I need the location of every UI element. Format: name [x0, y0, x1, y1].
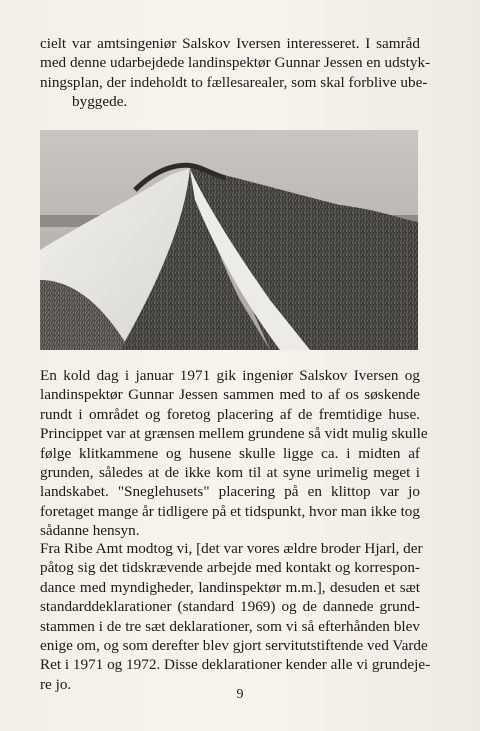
- page-number: 9: [236, 687, 244, 702]
- text-line: En kold dag i januar 1971 gik ingeniør Salskov Iversen og: [40, 367, 420, 384]
- text-line: byggede.: [72, 93, 128, 111]
- dune-photograph: [40, 130, 418, 350]
- text-line: følge klitkammene og husene skulle ligge ca. i midten af: [40, 444, 420, 462]
- text-line: landskabet. "Sneglehusets" placering på en klittop var jo: [40, 483, 420, 501]
- text-line: foretaget mange år tidligere på et tidspunkt, hvor man ikke tog: [40, 502, 420, 520]
- text-line: re jo.: [40, 675, 72, 693]
- text-line: dance med myndigheder, landinspektør m.m.], desuden et sæt: [40, 578, 420, 596]
- text-line: landinspektør Gunnar Jessen sammen med to af os søskende: [40, 386, 420, 404]
- text-line: Ret i 1971 og 1972. Disse deklarationer kender alle vi grundeje-: [40, 656, 431, 674]
- text-line: standarddeklarationer (standard 1969) og de dannede grund-: [40, 598, 420, 616]
- paragraph-placement: [40, 366, 428, 541]
- paragraph-declarations: [40, 539, 431, 694]
- text-line: Princippet var at grænsen mellem grundene så vidt mulig skulle: [40, 425, 428, 443]
- text-line: enige om, og som derefter blev gjort servitutstiftende ved Varde: [40, 637, 428, 655]
- text-line: stammen i de tre sæt deklarationer, som vi så efterhånden blev: [40, 617, 420, 635]
- text-line: cielt var amtsingeniør Salskov Iversen interesseret. I samråd: [40, 35, 420, 52]
- text-line: grunden, således at de ikke kom til at syne urimelig meget i: [40, 464, 420, 482]
- text-line: ningsplan, der indeholdt to fællesarealer, som skal forblive ube-: [40, 73, 428, 91]
- text-line: sådanne hensyn.: [40, 522, 140, 540]
- text-line: rundt i området og foretog placering af de fremtidige huse.: [40, 405, 420, 423]
- text-line: Fra Ribe Amt modtog vi, [det var vores ældre broder Hjarl, der: [40, 540, 423, 557]
- text-line: påtog sig det tidskrævende arbejde med kontakt og korrespon-: [40, 559, 420, 577]
- text-line: med denne udarbejdede landinspektør Gunnar Jessen en udstyk-: [40, 54, 431, 72]
- paragraph-intro: [40, 34, 431, 112]
